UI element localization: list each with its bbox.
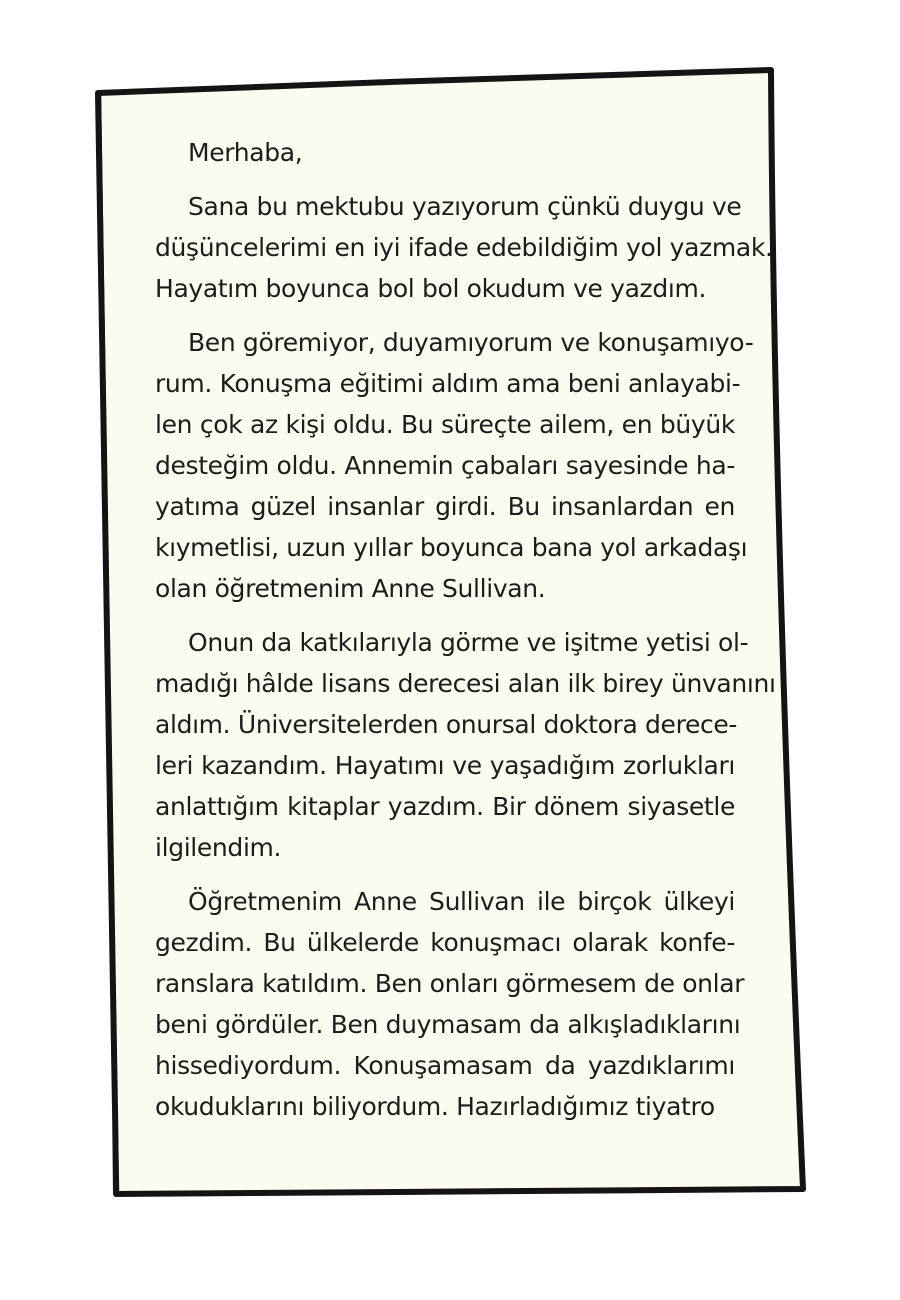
text-line: kıymetlisi, uzun yıllar boyunca bana yol arkadaşı (155, 533, 748, 562)
text-line: anlattığım kitaplar yazdım. Bir dönem siyasetle (155, 792, 735, 821)
text-line: ilgilendim. (155, 833, 282, 862)
text-line: Hayatım boyunca bol bol okudum ve yazdım. (155, 274, 707, 303)
text-line: len çok az kişi oldu. Bu süreçte ailem, en büyük (155, 410, 735, 439)
text-line: Öğretmenim Anne Sullivan ile birçok ülkeyi (188, 887, 735, 916)
text-line: hissediyordum. Konuşamasam da yazdıklarımı (155, 1051, 735, 1080)
text-line: aldım. Üniversitelerden onursal doktora derece- (155, 710, 738, 739)
letter-paragraph (155, 622, 776, 868)
letter-paragraph (155, 881, 745, 1127)
letter-greeting: Merhaba, (188, 138, 303, 167)
text-line: desteğim oldu. Annemin çabaları sayesinde ha- (155, 451, 735, 480)
text-line: Onun da katkılarıyla görme ve işitme yetisi ol- (188, 628, 749, 657)
letter-paragraph (155, 186, 773, 309)
text-line: madığı hâlde lisans derecesi alan ilk birey ünvanını (155, 669, 776, 698)
text-line: olan öğretmenim Anne Sullivan. (155, 574, 546, 603)
letter-paragraph (155, 322, 754, 609)
text-line: Ben göremiyor, duyamıyorum ve konuşamıyo- (188, 328, 754, 357)
text-line: okuduklarını biliyordum. Hazırladığımız tiyatro (155, 1092, 715, 1121)
text-line: yatıma güzel insanlar girdi. Bu insanlardan en (155, 492, 735, 521)
text-line: ranslara katıldım. Ben onları görmesem de onlar (155, 969, 745, 998)
letter-body (155, 132, 776, 1140)
letter-paragraphs (155, 186, 776, 1127)
text-line: rum. Konuşma eğitimi aldım ama beni anlayabi- (155, 369, 741, 398)
text-line: gezdim. Bu ülkelerde konuşmacı olarak konfe- (155, 928, 735, 957)
text-line: düşüncelerimi en iyi ifade edebildiğim yol yazmak. (155, 233, 773, 262)
text-line: leri kazandım. Hayatımı ve yaşadığım zorlukları (155, 751, 735, 780)
text-line: beni gördüler. Ben duymasam da alkışladıklarını (155, 1010, 741, 1039)
text-line: Sana bu mektubu yazıyorum çünkü duygu ve (188, 192, 742, 221)
